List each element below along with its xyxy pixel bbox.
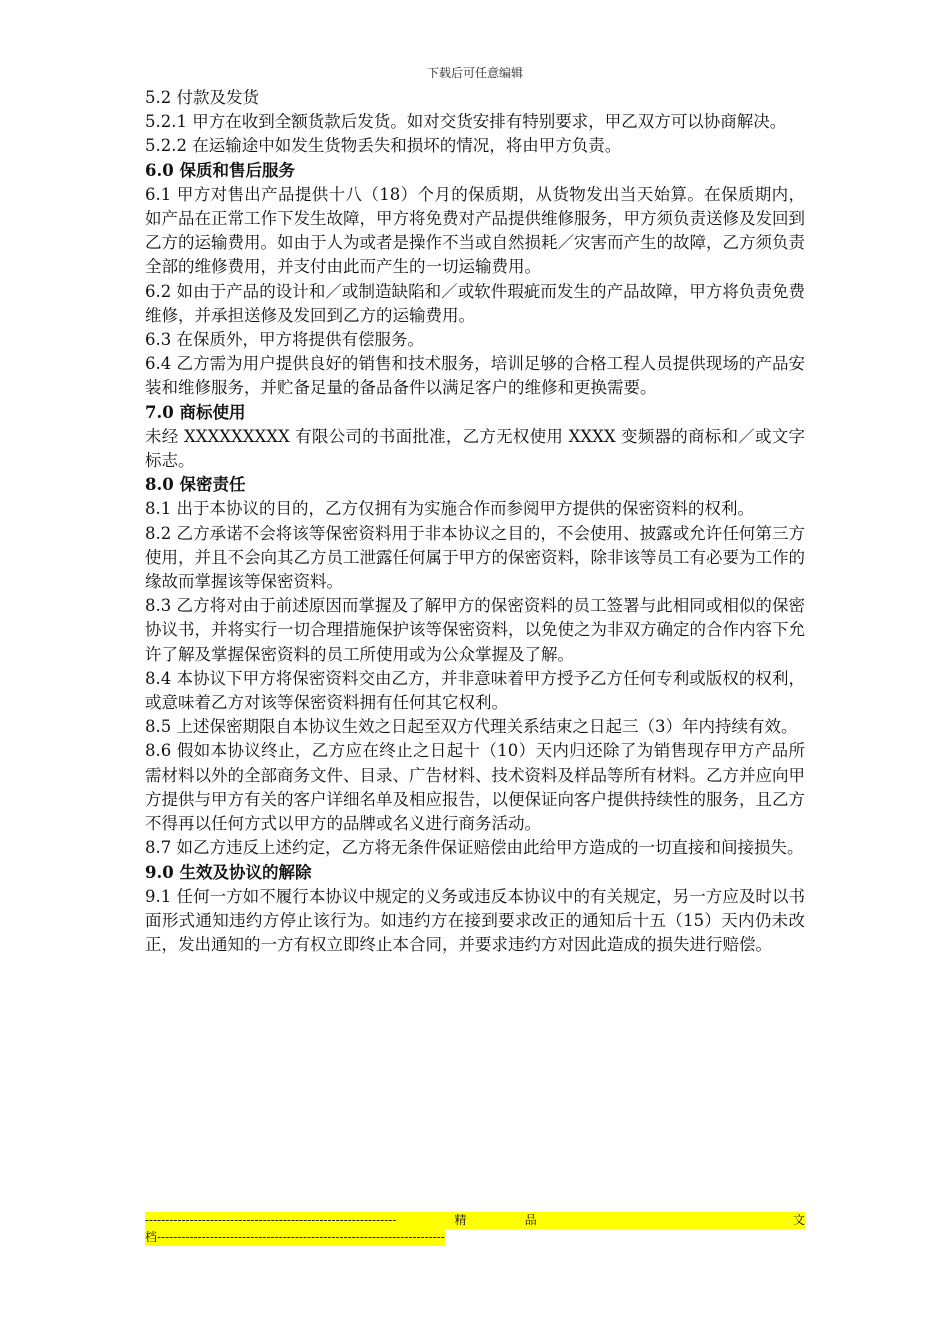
section-heading: 8.0 保密责任	[145, 475, 246, 495]
page-header: 下载后可任意编辑	[426, 66, 523, 80]
paragraph: 5.2.1 甲方在收到全额货款后发货。如对交货安排有特别要求，甲乙双方可以协商解决。	[145, 112, 787, 132]
footer-word-1: 精	[454, 1213, 467, 1227]
paragraph: 6.3 在保质外，甲方将提供有偿服务。	[145, 330, 424, 350]
paragraph: 5.2 付款及发货	[145, 88, 259, 107]
paragraph: 8.5 上述保密期限自本协议生效之日起至双方代理关系结束之日起三（3）年内持续有效。	[145, 717, 798, 737]
footer-line-1	[145, 1212, 805, 1229]
footer-dashes: --------------------------------------------------------------	[145, 1213, 397, 1227]
section-heading: 7.0 商标使用	[145, 402, 246, 422]
paragraph: 8.1 出于本协议的目的，乙方仅拥有为实施合作而参阅甲方提供的保密资料的权利。	[145, 499, 754, 519]
footer-word-2: 品	[524, 1213, 537, 1227]
paragraph: 8.6 假如本协议终止，乙方应在终止之日起十（10）天内归还除了为销售现存甲方产品所需材料以外的全部商务文件、目录、广告材料、技术资料及样品等所有材料。乙方并应向甲方提供与甲方有关的客户详细名单及相应报告，以便保证向客户提供持续性的服务，且乙方不得再以任何方式以甲方的品牌或名义进行商务活动。	[145, 741, 805, 834]
paragraph: 6.1 甲方对售出产品提供十八（18）个月的保质期，从货物发出当天始算。在保质期内，如产品在正常工作下发生故障，甲方将免费对产品提供维修服务，甲方须负责送修及发回到乙方的运输费用。如由于人为或者是操作不当或自然损耗／灾害而产生的故障，乙方须负责全部的维修费用，并支付由此而产生的一切运输费用。	[145, 184, 805, 277]
page-footer	[145, 1212, 805, 1246]
paragraph: 8.2 乙方承诺不会将该等保密资料用于非本协议之目的，不会使用、披露或允许任何第三方使用，并且不会向其乙方员工泄露任何属于甲方的保密资料，除非该等员工有必要为工作的缘故而掌握该等保密资料。	[145, 523, 805, 592]
paragraph: 9.1 任何一方如不履行本协议中规定的义务或违反本协议中的有关规定，另一方应及时以书面形式通知违约方停止该行为。如违约方在接到要求改正的通知后十五（15）天内仍未改正，发出通知的一方有权立即终止本合同，并要求违约方对因此造成的损失进行赔偿。	[145, 886, 805, 955]
paragraph: 8.7 如乙方违反上述约定，乙方将无条件保证赔偿由此给甲方造成的一切直接和间接损失。	[145, 838, 804, 858]
paragraph: 6.4 乙方需为用户提供良好的销售和技术服务，培训足够的合格工程人员提供现场的产品安装和维修服务，并贮备足量的备品备件以满足客户的维修和更换需要。	[145, 354, 805, 398]
paragraph: 5.2.2 在运输途中如发生货物丢失和损坏的情况，将由甲方负责。	[145, 136, 622, 156]
footer-word-3: 文	[792, 1213, 805, 1227]
section-heading: 6.0 保质和售后服务	[145, 160, 295, 180]
paragraph: 未经 XXXXXXXXX 有限公司的书面批准，乙方无权使用 XXXX 变频器的商标和／或文字标志。	[145, 426, 805, 471]
paragraph: 8.3 乙方将对由于前述原因而掌握及了解甲方的保密资料的员工签署与此相同或相似的保密协议书，并将实行一切合理措施保护该等保密资料，以免使之为非双方确定的合作内容下允许了解及掌握保密资料的员工所使用或为公众掌握及了解。	[145, 596, 805, 664]
paragraph: 6.2 如由于产品的设计和／或制造缺陷和／或软件瑕疵而发生的产品故障，甲方将负责免费维修，并承担送修及发回到乙方的运输费用。	[145, 281, 805, 325]
section-heading: 9.0 生效及协议的解除	[145, 862, 312, 882]
footer-line-2: 档-----------------------------------------------------------------------	[145, 1230, 445, 1244]
document-body	[145, 86, 805, 957]
paragraph: 8.4 本协议下甲方将保密资料交由乙方，并非意味着甲方授予乙方任何专利或版权的权利，或意味着乙方对该等保密资料拥有任何其它权利。	[145, 668, 805, 713]
